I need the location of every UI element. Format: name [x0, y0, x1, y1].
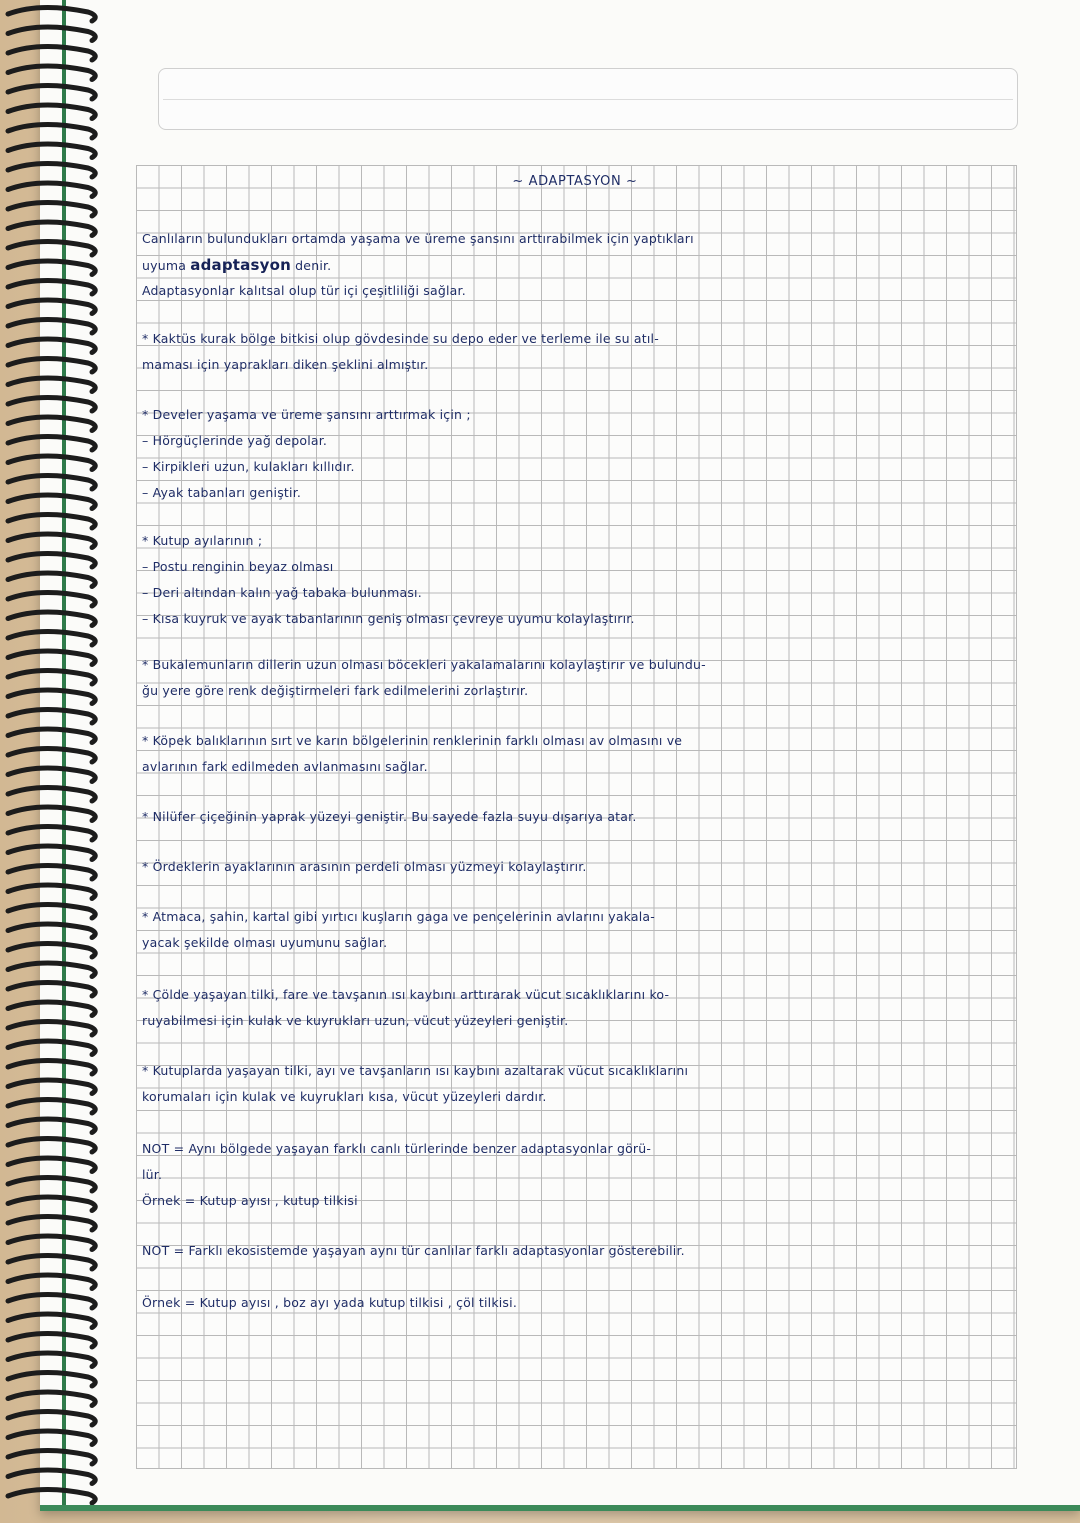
kutup-tilkisi-line-1: * Kutuplarda yaşayan tilki, ayı ve tavşanların ısı kaybını azaltarak vücut sıcaklıklarını — [142, 1063, 689, 1078]
spiral-coil — [8, 1080, 95, 1094]
spiral-coil — [8, 885, 95, 899]
page-title: ~ ADAPTASYON ~ — [512, 174, 638, 189]
spiral-coil — [8, 846, 95, 860]
spiral-coil — [8, 1138, 95, 1152]
bukalemun-line-2: ğu yere göre renk değiştirmeleri fark edilmelerini zorlaştırır. — [142, 683, 529, 698]
spiral-coil — [8, 66, 95, 80]
spiral-coil — [8, 1197, 95, 1211]
spiral-coil — [8, 495, 95, 509]
spiral-coil — [8, 261, 95, 275]
kutup-ayi-line-4: – Kısa kuyruk ve ayak tabanlarının geniş olması çevreye uyumu kolaylaştırır. — [142, 611, 635, 626]
ordekler-section — [142, 854, 1008, 880]
spiral-coil — [8, 690, 95, 704]
kaktus-line-1: * Kaktüs kurak bölge bitkisi olup gövdesinde su depo eder ve terleme ile su atıl- — [142, 331, 659, 346]
spiral-coil — [8, 124, 95, 138]
kutup-ayi-line-3: – Deri altından kalın yağ tabaka bulunması. — [142, 585, 422, 600]
not1-line-2: lür. — [142, 1167, 163, 1182]
spiral-coil — [8, 1158, 95, 1172]
not2-line-2: Örnek = Kutup ayısı , boz ayı yada kutup tilkisi , çöl tilkisi. — [142, 1295, 517, 1310]
spiral-coil — [8, 651, 95, 665]
spiral-coil — [8, 963, 95, 977]
spiral-coil — [8, 924, 95, 938]
spiral-coil — [8, 417, 95, 431]
adaptasyon-term: adaptasyon — [190, 256, 291, 274]
kutup-ayi-line-1: * Kutup ayılarının ; — [142, 533, 263, 548]
spiral-coil — [8, 1041, 95, 1055]
nilufer-line-1: * Nilüfer çiçeğinin yaprak yüzeyi geniştir. Bu sayede fazla suyu dışarıya atar. — [142, 809, 637, 824]
spiral-coil — [8, 1470, 95, 1484]
title-text: ADAPTASYON — [528, 174, 622, 189]
spiral-coil — [8, 631, 95, 645]
atmaca-line-2: yacak şekilde olması uyumunu sağlar. — [142, 935, 388, 950]
col-tilkisi-section — [142, 982, 1008, 1034]
spiral-coil — [8, 7, 95, 21]
kutup-tilkisi-section — [142, 1058, 1008, 1110]
kutup-ayi-section — [142, 528, 1008, 632]
spiral-coil — [8, 1431, 95, 1445]
col-tilkisi-line-1: * Çölde yaşayan tilki, fare ve tavşanın ısı kaybını arttırarak vücut sıcaklıklarını ko- — [142, 987, 670, 1002]
develer-line-1: * Develer yaşama ve üreme şansını arttırmak için ; — [142, 407, 471, 422]
spiral-coil — [8, 1450, 95, 1464]
spiral-coil — [8, 222, 95, 236]
spiral-coil — [8, 436, 95, 450]
spiral-coil — [8, 982, 95, 996]
spiral-coil — [8, 592, 95, 606]
spiral-coil — [8, 670, 95, 684]
spiral-coil — [8, 1411, 95, 1425]
spiral-coil — [8, 709, 95, 723]
not1-section — [142, 1136, 1008, 1214]
spiral-coil — [8, 514, 95, 528]
spiral-coil — [8, 768, 95, 782]
intro-section — [142, 226, 1008, 304]
spiral-coil — [8, 1216, 95, 1230]
kutup-ayi-line-2: – Postu renginin beyaz olması — [142, 559, 334, 574]
kaktus-line-2: maması için yaprakları diken şeklini almıştır. — [142, 357, 429, 372]
spiral-coil — [8, 378, 95, 392]
spiral-coil — [8, 241, 95, 255]
spiral-coil — [8, 300, 95, 314]
spiral-coil — [8, 397, 95, 411]
intro-line-1: Canlıların bulundukları ortamda yaşama ve üreme şansını arttırabilmek için yaptıkları — [142, 231, 694, 246]
spiral-coil — [8, 46, 95, 60]
develer-line-3: – Kirpikleri uzun, kulakları kıllıdır. — [142, 459, 355, 474]
spiral-coil — [8, 105, 95, 119]
not1-line-3: Örnek = Kutup ayısı , kutup tilkisi — [142, 1193, 358, 1208]
spiral-coil — [8, 729, 95, 743]
kutup-tilkisi-line-2: korumaları için kulak ve kuyrukları kısa, vücut yüzeyleri dardır. — [142, 1089, 547, 1104]
nilufer-section — [142, 804, 1008, 830]
atmaca-line-1: * Atmaca, şahin, kartal gibi yırtıcı kuşların gaga ve pençelerinin avlarını yakala- — [142, 909, 656, 924]
spiral-coil — [8, 1236, 95, 1250]
spiral-coil — [8, 534, 95, 548]
spiral-coil — [8, 787, 95, 801]
spiral-coil — [8, 826, 95, 840]
spiral-coil — [8, 1314, 95, 1328]
spiral-coil — [8, 943, 95, 957]
not2-line-1: NOT = Farklı ekosistemde yaşayan aynı tür canlılar farklı adaptasyonlar gösterebilir. — [142, 1243, 685, 1258]
spiral-coil — [8, 748, 95, 762]
spiral-binding — [0, 0, 110, 1505]
spiral-coil — [8, 456, 95, 470]
intro-line-3: Adaptasyonlar kalıtsal olup tür içi çeşitliliği sağlar. — [142, 283, 466, 298]
spiral-coil — [8, 163, 95, 177]
not1-line-1: NOT = Aynı bölgede yaşayan farklı canlı türlerinde benzer adaptasyonlar görü- — [142, 1141, 652, 1156]
col-tilkisi-line-2: ruyabilmesi için kulak ve kuyrukları uzun, vücut yüzeyleri geniştir. — [142, 1013, 569, 1028]
spiral-coil — [8, 319, 95, 333]
spiral-coil — [8, 1002, 95, 1016]
spiral-coil — [8, 1294, 95, 1308]
spiral-coil — [8, 553, 95, 567]
kopek-baligi-section — [142, 728, 1008, 780]
spiral-coil — [8, 1489, 95, 1503]
spiral-coil — [8, 1021, 95, 1035]
spiral-coil — [8, 1177, 95, 1191]
bukalemun-line-1: * Bukalemunların dillerin uzun olması böcekleri yakalamalarını kolaylaştırır ve bulundu- — [142, 657, 706, 672]
header-divider — [163, 99, 1013, 100]
header-box — [158, 68, 1018, 130]
atmaca-section — [142, 904, 1008, 956]
spiral-coil — [8, 1333, 95, 1347]
kaktus-section — [142, 326, 1008, 378]
spiral-coil — [8, 1119, 95, 1133]
spiral-coil — [8, 183, 95, 197]
spiral-coil — [8, 904, 95, 918]
kopek-baligi-line-1: * Köpek balıklarının sırt ve karın bölgelerinin renklerinin farklı olması av olmasını ve — [142, 733, 683, 748]
spiral-coil — [8, 1372, 95, 1386]
spiral-coil — [8, 573, 95, 587]
spiral-coil — [8, 865, 95, 879]
spiral-coil — [8, 27, 95, 41]
spiral-coil — [8, 612, 95, 626]
spiral-coil — [8, 339, 95, 353]
ordekler-line-1: * Ördeklerin ayaklarının arasının perdeli olması yüzmeyi kolaylaştırır. — [142, 859, 587, 874]
spiral-coil — [8, 1392, 95, 1406]
intro-line-2: uyuma adaptasyon denir. — [142, 256, 332, 274]
spiral-coil — [8, 1255, 95, 1269]
develer-line-4: – Ayak tabanları geniştir. — [142, 485, 302, 500]
spiral-coil — [8, 1099, 95, 1113]
spiral-coil — [8, 1275, 95, 1289]
spiral-coil — [8, 144, 95, 158]
not2-section — [142, 1238, 1008, 1316]
develer-section — [142, 402, 1008, 506]
bukalemun-section — [142, 652, 1008, 704]
spiral-coil — [8, 807, 95, 821]
spiral-coil — [8, 85, 95, 99]
spiral-coil — [8, 358, 95, 372]
spiral-coil — [8, 1353, 95, 1367]
spiral-coil — [8, 202, 95, 216]
spiral-coil — [8, 475, 95, 489]
spiral-coil — [8, 280, 95, 294]
spiral-coil — [8, 1060, 95, 1074]
develer-line-2: – Hörgüçlerinde yağ depolar. — [142, 433, 328, 448]
kopek-baligi-line-2: avlarının fark edilmeden avlanmasını sağlar. — [142, 759, 428, 774]
